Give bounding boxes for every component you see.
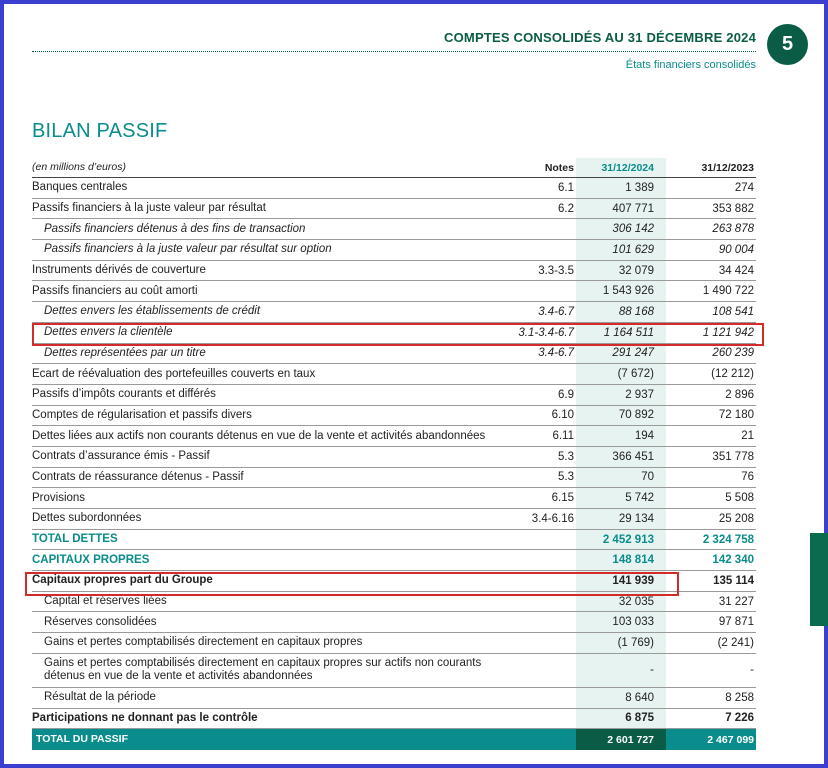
row-label: Gains et pertes comptabilisés directement en capitaux propres bbox=[44, 636, 363, 649]
row-value-2023: 2 324 758 bbox=[702, 533, 754, 546]
row-notes: 6.10 bbox=[551, 409, 574, 422]
row-value-2024: 194 bbox=[576, 426, 666, 446]
row-value-2023: 1 121 942 bbox=[702, 326, 754, 339]
row-label: Instruments dérivés de couverture bbox=[32, 264, 206, 277]
row-notes: 3.1-3.4-6.7 bbox=[518, 326, 574, 339]
row-label: Passifs financiers au coût amorti bbox=[32, 284, 198, 297]
row-notes: 3.4-6.16 bbox=[531, 512, 574, 525]
row-value-2023: 5 508 bbox=[725, 492, 754, 505]
row-value-2023: 108 541 bbox=[712, 305, 754, 318]
total-row bbox=[32, 530, 756, 551]
side-tab-marker bbox=[810, 533, 828, 626]
row-value-2023: 97 871 bbox=[718, 616, 754, 629]
table-row bbox=[32, 219, 756, 240]
table-row bbox=[32, 178, 756, 199]
row-value-2024: 70 892 bbox=[576, 406, 666, 426]
row-value-2023: 72 180 bbox=[718, 409, 754, 422]
row-value-2023: 2 896 bbox=[725, 388, 754, 401]
row-label: TOTAL DETTES bbox=[32, 533, 118, 546]
header-title: COMPTES CONSOLIDÉS AU 31 DÉCEMBRE 2024 bbox=[444, 30, 756, 45]
row-value-2023: 2 467 099 bbox=[707, 733, 754, 746]
row-value-2024: 101 629 bbox=[576, 240, 666, 260]
table-row bbox=[32, 302, 756, 323]
row-value-2024: 1 389 bbox=[576, 178, 666, 198]
table-row bbox=[32, 199, 756, 220]
table-row bbox=[32, 688, 756, 709]
row-value-2023: 260 239 bbox=[712, 347, 754, 360]
row-notes: 6.9 bbox=[558, 388, 574, 401]
row-value-2024: - bbox=[576, 654, 666, 687]
table-row bbox=[32, 509, 756, 530]
table-row-highlighted bbox=[32, 571, 756, 592]
row-value-2024: 32 079 bbox=[576, 261, 666, 281]
unit-label: (en millions d’euros) bbox=[32, 161, 126, 173]
table-row bbox=[32, 385, 756, 406]
row-value-2023: 142 340 bbox=[712, 554, 754, 567]
row-value-2024: 70 bbox=[576, 468, 666, 488]
row-label: Provisions bbox=[32, 491, 86, 504]
table-row bbox=[32, 344, 756, 365]
row-value-2023: 135 114 bbox=[713, 574, 754, 587]
row-value-2024: 2 601 727 bbox=[576, 729, 666, 750]
row-value-2023: 263 878 bbox=[712, 223, 754, 236]
row-value-2023: 90 004 bbox=[718, 243, 754, 256]
row-value-2023: 1 490 722 bbox=[702, 285, 754, 298]
table-row bbox=[32, 240, 756, 261]
row-value-2024: 32 035 bbox=[576, 592, 666, 612]
row-notes: 3.3-3.5 bbox=[538, 264, 574, 277]
table-row bbox=[32, 281, 756, 302]
row-label: Banques centrales bbox=[32, 181, 128, 194]
row-value-2023: 21 bbox=[741, 430, 754, 443]
row-label: Participations ne donnant pas le contrôle bbox=[32, 711, 258, 724]
row-notes: 6.2 bbox=[558, 202, 574, 215]
table-row bbox=[32, 447, 756, 468]
row-label: Ecart de réévaluation des portefeuilles couverts en taux bbox=[32, 367, 316, 380]
row-label: Dettes envers les établissements de crédit bbox=[44, 305, 261, 318]
row-value-2023: 7 226 bbox=[725, 712, 754, 725]
table-row bbox=[32, 426, 756, 447]
table-row bbox=[32, 612, 756, 633]
row-label: Passifs financiers détenus à des fins de transaction bbox=[44, 222, 306, 235]
total-row bbox=[32, 550, 756, 571]
row-label: Capitaux propres part du Groupe bbox=[32, 574, 213, 587]
table-row-highlighted bbox=[32, 323, 756, 344]
row-value-2024: 2 452 913 bbox=[576, 530, 666, 550]
chapter-badge: 5 bbox=[767, 24, 808, 65]
row-value-2023: 353 882 bbox=[712, 202, 754, 215]
col-2024-header: 31/12/2024 bbox=[576, 158, 666, 177]
row-value-2024: 5 742 bbox=[576, 488, 666, 508]
row-value-2024: 1 543 926 bbox=[576, 281, 666, 301]
row-label: Dettes subordonnées bbox=[32, 512, 142, 525]
notes-header: Notes bbox=[544, 161, 574, 174]
row-value-2023: 8 258 bbox=[725, 691, 754, 704]
row-value-2023: 34 424 bbox=[718, 264, 754, 277]
table-row bbox=[32, 592, 756, 613]
row-label: Réserves consolidées bbox=[44, 615, 157, 628]
row-label: Résultat de la période bbox=[44, 691, 156, 704]
table-row bbox=[32, 468, 756, 489]
header-divider bbox=[32, 51, 756, 52]
row-label: Contrats d’assurance émis - Passif bbox=[32, 450, 210, 463]
row-label: Passifs financiers à la juste valeur par résultat bbox=[32, 202, 266, 215]
row-label: Capital et réserves liées bbox=[44, 595, 167, 608]
row-value-2024: 6 875 bbox=[576, 709, 666, 729]
row-value-2023: 76 bbox=[741, 471, 754, 484]
table-row bbox=[32, 261, 756, 282]
row-notes: 3.4-6.7 bbox=[538, 347, 574, 360]
row-value-2023: (2 241) bbox=[717, 636, 754, 649]
header-subtitle: États financiers consolidés bbox=[625, 59, 756, 71]
table-row bbox=[32, 633, 756, 654]
balance-sheet-table bbox=[32, 158, 756, 750]
row-value-2024: (7 672) bbox=[576, 364, 666, 384]
row-notes: 3.4-6.7 bbox=[538, 305, 574, 318]
row-notes: 6.15 bbox=[551, 492, 574, 505]
row-label: TOTAL DU PASSIF bbox=[36, 733, 128, 746]
row-value-2023: 25 208 bbox=[718, 512, 754, 525]
row-label: Contrats de réassurance détenus - Passif bbox=[32, 470, 244, 483]
row-value-2024: 2 937 bbox=[576, 385, 666, 405]
table-row bbox=[32, 364, 756, 385]
row-value-2023: 274 bbox=[734, 181, 754, 194]
row-value-2024: (1 769) bbox=[576, 633, 666, 653]
row-value-2024: 1 164 511 bbox=[576, 323, 666, 343]
row-label: Passifs financiers à la juste valeur par résultat sur option bbox=[44, 243, 332, 256]
table-header-row bbox=[32, 158, 756, 178]
row-value-2023: (12 212) bbox=[711, 368, 754, 381]
row-label: Gains et pertes comptabilisés directement en capitaux propres sur actifs non courants détenus en vue de la vente et activités abandonnées bbox=[44, 657, 482, 683]
table-row bbox=[32, 406, 756, 427]
row-value-2024: 141 939 bbox=[576, 571, 666, 591]
row-value-2023: 351 778 bbox=[712, 450, 754, 463]
row-label: Dettes représentées par un titre bbox=[44, 346, 206, 359]
row-notes: 6.11 bbox=[552, 430, 574, 443]
grand-total-row bbox=[32, 729, 756, 750]
row-value-2024: 306 142 bbox=[576, 219, 666, 239]
row-notes: 6.1 bbox=[558, 181, 574, 194]
table-row bbox=[32, 654, 756, 688]
row-value-2024: 88 168 bbox=[576, 302, 666, 322]
row-value-2024: 148 814 bbox=[576, 550, 666, 570]
row-label: Dettes envers la clientèle bbox=[44, 326, 173, 339]
row-label: CAPITAUX PROPRES bbox=[32, 553, 150, 566]
row-value-2024: 291 247 bbox=[576, 344, 666, 364]
row-value-2024: 103 033 bbox=[576, 612, 666, 632]
row-label: Dettes liées aux actifs non courants détenus en vue de la vente et activités abandonnées bbox=[32, 429, 486, 442]
row-notes: 5.3 bbox=[558, 450, 574, 463]
row-notes: 5.3 bbox=[558, 471, 574, 484]
row-value-2023: - bbox=[750, 664, 754, 677]
table-row bbox=[32, 709, 756, 730]
row-label: Passifs d’impôts courants et différés bbox=[32, 388, 216, 401]
col-2023-header: 31/12/2023 bbox=[701, 161, 754, 174]
row-value-2024: 29 134 bbox=[576, 509, 666, 529]
page-title: BILAN PASSIF bbox=[32, 120, 168, 142]
row-label: Comptes de régularisation et passifs divers bbox=[32, 408, 252, 421]
row-value-2024: 8 640 bbox=[576, 688, 666, 708]
row-value-2024: 366 451 bbox=[576, 447, 666, 467]
row-value-2023: 31 227 bbox=[718, 595, 754, 608]
table-row bbox=[32, 488, 756, 509]
row-value-2024: 407 771 bbox=[576, 199, 666, 219]
